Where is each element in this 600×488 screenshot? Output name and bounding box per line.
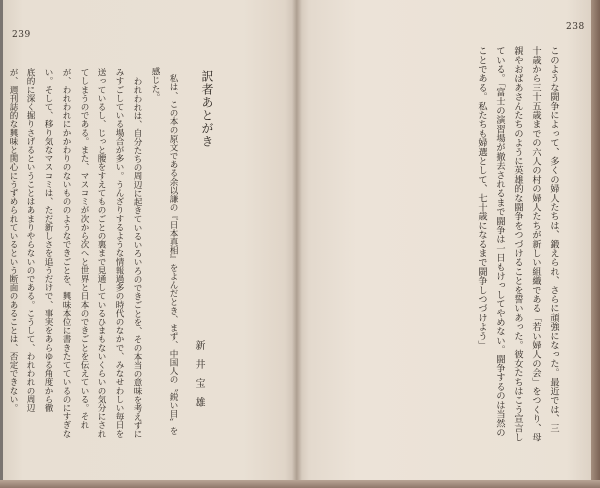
text-column: 底的に深く掘りさげるということはあまりやらないのである。こうして、われわれの周辺 <box>25 68 35 412</box>
page-number-left: 239 <box>12 30 31 40</box>
right-page <box>297 0 591 480</box>
book-gutter <box>292 0 302 480</box>
text-column: が、われわれにかかわりのないもののようなできごとを、興味本位に書きたてているのにすぎな <box>61 68 71 438</box>
text-column: 十歳から三十五歳までの六人の村の婦人たちが新しい組織である「若い婦人の会」をつくり、母 <box>530 46 541 442</box>
text-column: ている。「富士の演習場が撤去されるまで闘争は一日もけっしてやめない。闘争するのは当然の <box>494 46 505 437</box>
text-column: い。そして、移り気なマスコミは、ただ新しさを追うだけで、事実をあらゆる角度から徹 <box>43 68 53 412</box>
text-column: が、週刊誌的な興味と関心にうずめられているという断面のあることは、否定できない。 <box>8 68 18 412</box>
section-heading: 訳者あとがき <box>200 70 214 148</box>
text-column: ことである。私たちも婦選として、七十歳になるまで闘争しつづけよう」 <box>476 46 487 350</box>
text-column: 私は、この本の原文である余以謙の『日本真相』をよんだとき、まず、中国人の〝鋭い目〟を <box>168 74 178 436</box>
translator-name: 新井宝雄 <box>193 340 204 416</box>
left-page-edge <box>0 0 3 488</box>
text-column: 送っているし、じっと腰をすえてものごとの裏まで見通しているひまもないくらいの気分にされ <box>96 68 106 438</box>
text-column: 感じた。 <box>150 67 160 102</box>
text-column: みすごしている場合が多い。うんざりするような情報過多の時代のなかで、みなせわしい毎日を <box>114 68 124 438</box>
text-column: このような闘争によって、多くの婦人たちは、鍛えられ、さらに頑強になった。最近では、三 <box>548 46 559 433</box>
page-number-right: 238 <box>566 22 585 32</box>
right-page-edge <box>591 0 600 488</box>
text-column: てしまうのである。また、マスコミが次から次へと世界と日本のできごとを伝えている。それ <box>79 68 89 430</box>
text-column: 親やおばあさんたちのように英雄的な闘争をつづけることを誓いあった。彼女たちはこう宣言し <box>512 46 523 442</box>
bottom-page-edge <box>0 480 600 488</box>
text-column: われわれは、自分たちの周辺に起きているいろいろのできごとを、その本当の意味を考えずに <box>132 77 142 439</box>
